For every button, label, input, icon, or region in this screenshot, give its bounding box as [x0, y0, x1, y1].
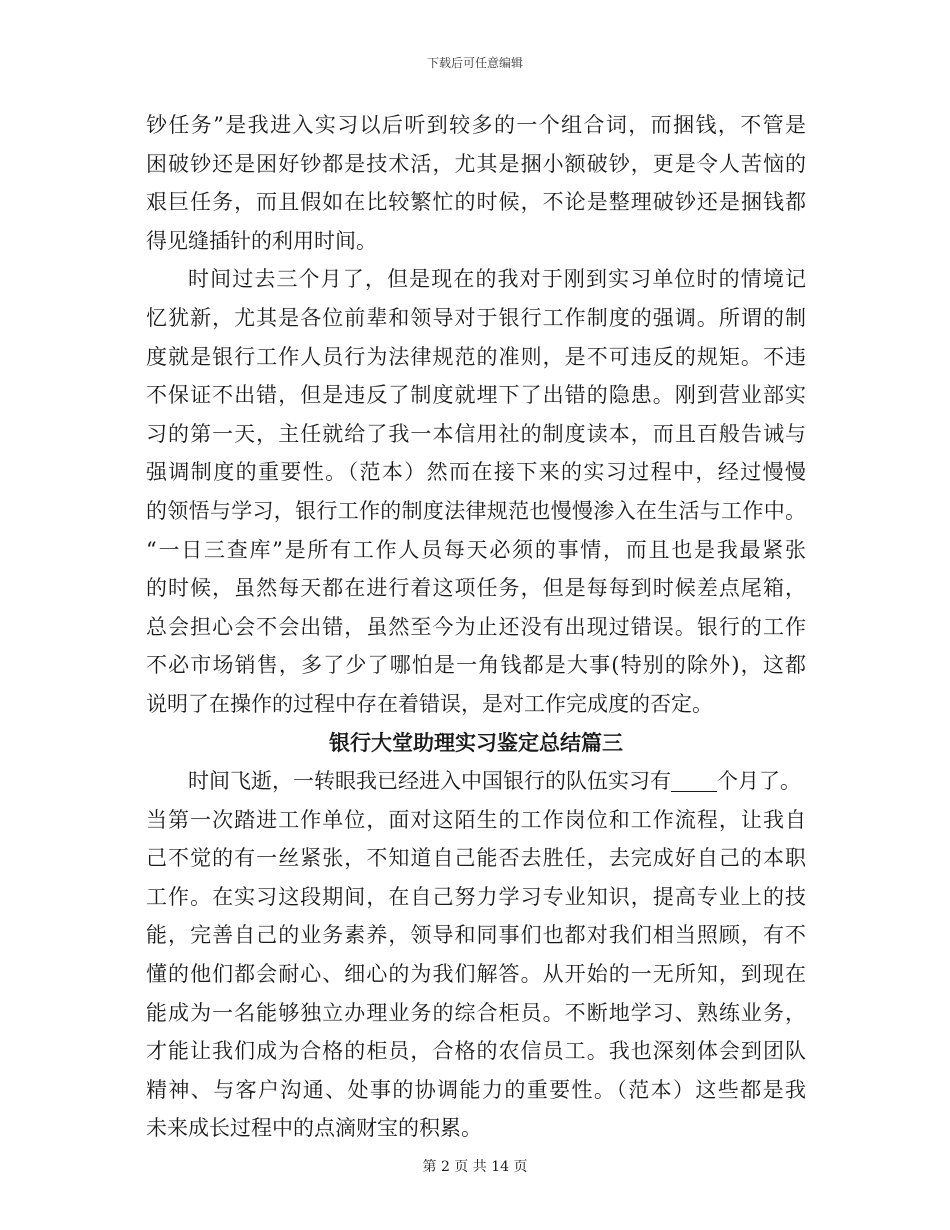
text-line: “一日三查库”是所有工作人员每天必须的事情，而且也是我最紧张	[146, 537, 806, 562]
text-fragment: 时间飞逝，一转眼我已经进入中国银行的队伍实习有	[188, 769, 671, 794]
text-line: 艰巨任务，而且假如在比较繁忙的时候，不论是整理破钞还是捆钱都	[146, 190, 806, 215]
text-fragment: 个月了。	[717, 769, 801, 794]
text-line: 说明了在操作的过程中存在着错误，是对工作完成度的否定。	[146, 691, 713, 716]
text-line: 不保证不出错，但是违反了制度就埋下了出错的隐患。刚到营业部实	[146, 383, 806, 408]
text-line: 困破钞还是困好钞都是技术活，尤其是捆小额破钞，更是令人苦恼的	[146, 151, 806, 176]
document-body	[146, 106, 806, 1148]
text-line: 钞任务”是我进入实习以后听到较多的一个组合词，而捆钱，不管是	[146, 113, 806, 137]
text-line: 总会担心会不会出错，虽然至今为止还没有出现过错误。银行的工作	[146, 614, 806, 639]
fill-in-blank	[671, 769, 717, 792]
paragraph-1	[146, 106, 806, 260]
text-line: 才能让我们成为合格的柜员，合格的农信员工。我也深刻体会到团队	[146, 1039, 806, 1064]
text-line: 得见缝插针的利用时间。	[146, 228, 377, 253]
paragraph-3	[146, 762, 806, 1148]
text-line: 的领悟与学习，银行工作的制度法律规范也慢慢渗入在生活与工作中。	[146, 498, 806, 523]
text-line: 能，完善自己的业务素养，领导和同事们也都对我们相当照顾，有不	[146, 923, 806, 948]
text-line: 时间过去三个月了，但是现在的我对于刚到实习单位时的情境记	[188, 267, 806, 292]
section-heading: 银行大堂助理实习鉴定总结篇三	[329, 730, 623, 755]
paragraph-2	[146, 260, 806, 723]
text-line: 能成为一名能够独立办理业务的综合柜员。不断地学习、熟练业务，	[146, 1000, 806, 1025]
text-line: 不必市场销售，多了少了哪怕是一角钱都是大事(特别的除外)，这都	[146, 653, 806, 678]
text-line: 精神、与客户沟通、处事的协调能力的重要性。（范本）这些都是我	[146, 1077, 806, 1102]
text-line-with-blank	[146, 762, 806, 801]
text-line: 习的第一天，主任就给了我一本信用社的制度读本，而且百般告诫与	[146, 421, 806, 446]
text-line: 的时候，虽然每天都在进行着这项任务，但是每每到时候差点尾箱，	[146, 576, 806, 601]
header-note: 下载后可任意编辑	[426, 56, 523, 70]
text-line: 忆犹新，尤其是各位前辈和领导对于银行工作制度的强调。所谓的制	[146, 305, 806, 330]
text-line: 当第一次踏进工作单位，面对这陌生的工作岗位和工作流程，让我自	[146, 807, 806, 832]
text-line: 未来成长过程中的点滴财宝的积累。	[146, 1116, 482, 1141]
text-line: 度就是银行工作人员行为法律规范的准则，是不可违反的规矩。不违	[146, 344, 806, 369]
text-line: 强调制度的重要性。（范本）然而在接下来的实习过程中，经过慢慢	[146, 460, 806, 485]
page-number-footer: 第 2 页 共 14 页	[422, 1159, 528, 1175]
text-line: 己不觉的有一丝紧张，不知道自己能否去胜任，去完成好自己的本职	[146, 846, 806, 871]
text-line: 工作。在实习这段期间，在自己努力学习专业知识，提高专业上的技	[146, 884, 806, 909]
text-line: 懂的他们都会耐心、细心的为我们解答。从开始的一无所知，到现在	[146, 962, 806, 987]
